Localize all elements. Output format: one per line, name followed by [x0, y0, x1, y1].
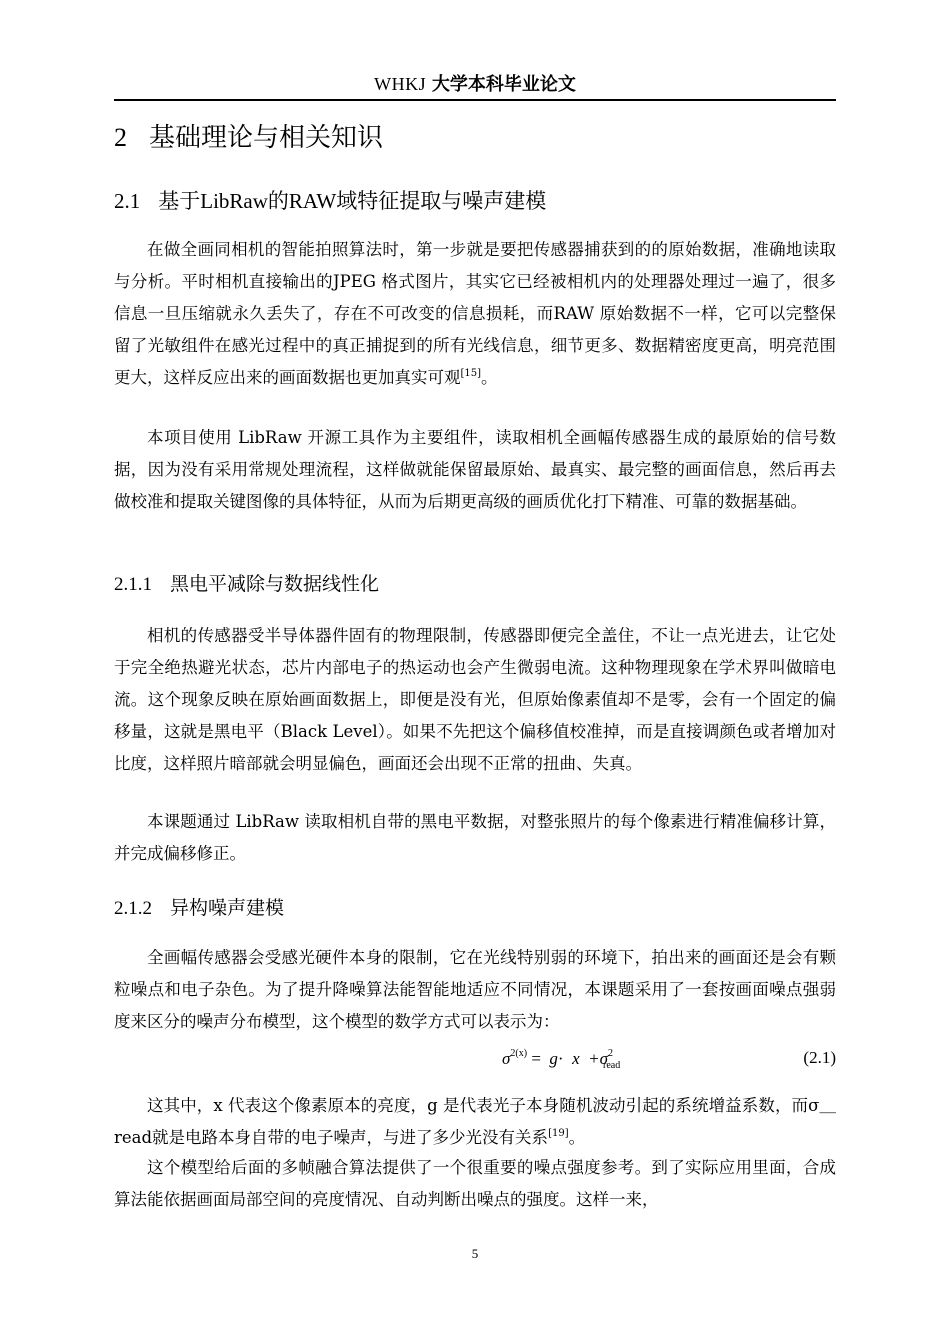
citation: [15]	[460, 368, 482, 379]
equation-number: (2.1)	[803, 1048, 836, 1067]
gain-symbol: g	[549, 1049, 558, 1068]
section-title: 异构噪声建模	[170, 897, 285, 919]
running-header	[114, 72, 836, 97]
section-title: 黑电平减除与数据线性化	[170, 573, 380, 595]
subscript: read	[602, 1060, 621, 1071]
paragraph-7: 这个模型给后面的多帧融合算法提供了一个很重要的噪点强度参考。到了实际应用里面，合成算法能依据画面局部空间的亮度情况、自动判断出噪点的强度。这样一来，	[114, 1158, 836, 1209]
paragraph-3: 相机的传感器受半导体器件固有的物理限制，传感器即便完全盖住，不让一点光进去，让它处于完全绝热避光状态，芯片内部电子的热运动也会产生微弱电流。这种物理现象在学术界叫做暗电流。这个现象反映在原始画面数据上，即便是没有光，但原始像素值却不是零，会有一个固定的偏移量，这就是黑电平（Black Level）。如果不先把这个偏移值校准掉，而是直接调颜色或者增加对比度，这样照片暗部就会明显偏色，画面还会出现不正常的扭曲、失真。	[114, 626, 836, 773]
section-heading-2-1	[114, 186, 546, 216]
dot-operator: ·	[557, 1049, 564, 1068]
sigma-symbol: σ	[502, 1049, 511, 1068]
section-title-part: 的	[267, 189, 289, 213]
section-title-part: 基于	[158, 189, 201, 213]
paragraph-4: 本课题通过 LibRaw 读取相机自带的黑电平数据，对整张照片的每个像素进行精准偏移计算，并完成偏移修正。	[114, 812, 836, 863]
paragraph-text: 这其中，x 代表这个像素原本的亮度，g 是代表光子本身随机波动引起的系统增益系数，而σ＿read就是电路本身自带的电子噪声，与进了多少光没有关系	[114, 1096, 836, 1147]
header-university: 大学本科毕业论文	[431, 74, 576, 95]
chapter-title: 基础理论与相关知识	[149, 123, 384, 153]
section-heading-2-1-2	[114, 894, 284, 923]
header-rule	[114, 99, 836, 101]
equation-expression	[502, 1048, 620, 1071]
section-heading-2-1-1	[114, 570, 379, 599]
paragraph-5: 全画幅传感器会受感光硬件本身的限制，它在光线特别弱的环境下，拍出来的画面还是会有颗粒噪点和电子杂色。为了提升降噪算法能智能地适应不同情况，本课题采用了一套按画面噪点强弱度来区分的噪声分布模型，这个模型的数学方式可以表示为：	[114, 948, 836, 1031]
citation: [19]	[548, 1128, 569, 1139]
paragraph-2: 本项目使用 LibRaw 开源工具作为主要组件，读取相机全画幅传感器生成的最原始的信号数据，因为没有采用常规处理流程，这样做就能保留最原始、最真实、最完整的画面信息，然后再去做校准和提取关键图像的具体特征，从而为后期更高级的画质优化打下精准、可靠的数据基础。	[114, 428, 836, 511]
section-number: 2.1	[114, 189, 141, 213]
equation-2-1	[114, 1044, 836, 1076]
paragraph-end: 。	[481, 368, 498, 387]
paragraph-6	[114, 1090, 836, 1154]
superscript: 2(x)	[510, 1048, 528, 1059]
section-number: 2.1.1	[114, 574, 152, 595]
paragraph-text: 在做全画同相机的智能拍照算法时，第一步就是要把传感器捕获到的的原始数据，准确地读取与分析。平时相机直接输出的JPEG 格式图片，其实它已经被相机内的处理器处理过一遍了，很多信息一旦压缩就永久丢失了，存在不可改变的信息损耗，而RAW 原始数据不一样，它可以完整保留了光敏组件在感光过程中的真正捕捉到的所有光线信息，细节更多、数据精密度更高，明亮范围更大，这样反应出来的画面数据也更加真实可观	[114, 240, 836, 387]
section-number: 2.1.2	[114, 898, 152, 919]
chapter-number: 2	[114, 123, 127, 152]
page-number: 5	[471, 1246, 479, 1261]
section-title-part: 域特征提取与噪声建模	[336, 189, 547, 213]
paragraph-end: 。	[568, 1128, 586, 1147]
section-title-part: RAW	[288, 189, 337, 213]
section-title-part: LibRaw	[200, 189, 268, 213]
superscript: 2	[607, 1048, 613, 1059]
chapter-heading	[114, 120, 383, 156]
equals-sign: =	[531, 1049, 541, 1068]
header-latin: WHKJ	[374, 74, 427, 94]
plus-sigma: +σ	[588, 1049, 608, 1068]
intensity-symbol: x	[572, 1049, 580, 1068]
paragraph-1	[114, 234, 836, 394]
